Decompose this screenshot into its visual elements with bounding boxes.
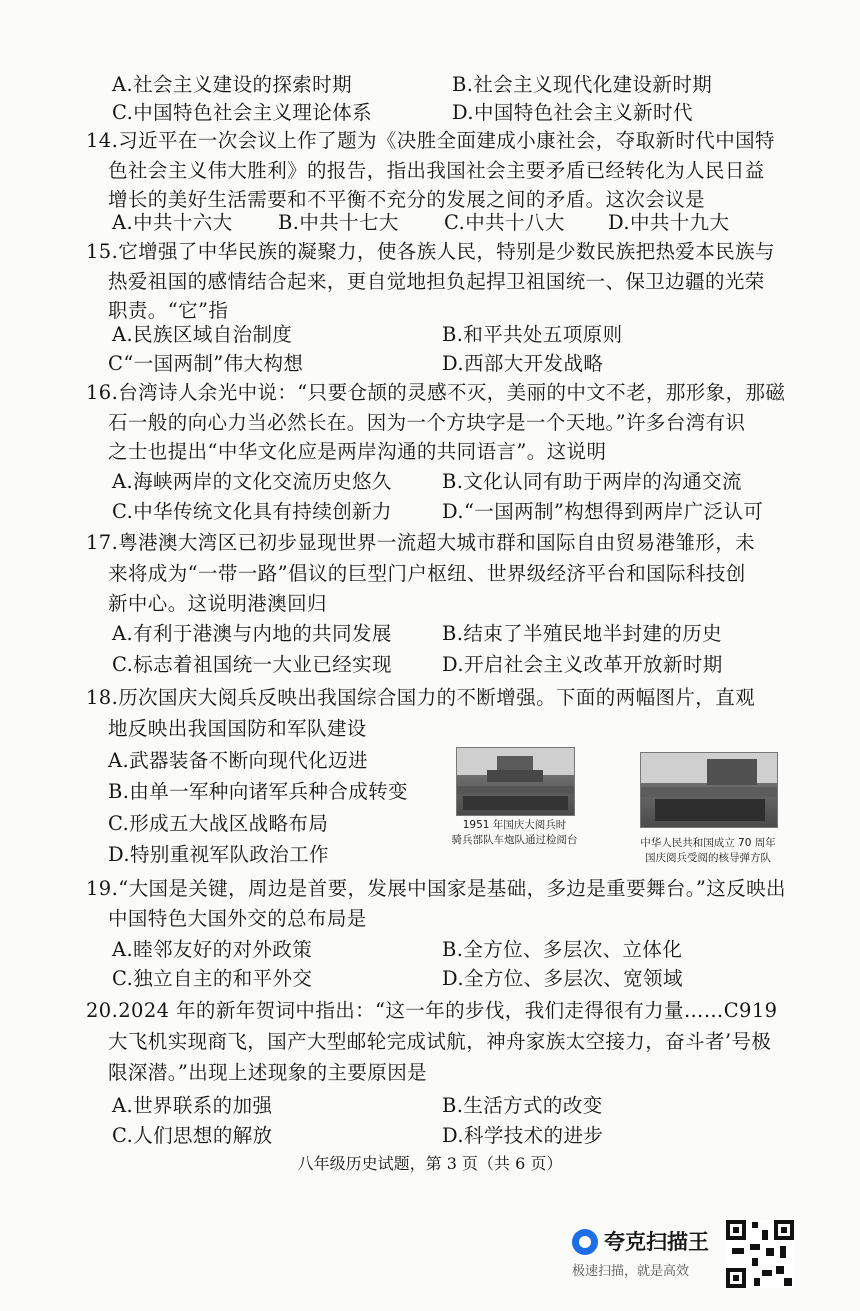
q17-stem-line-3: 新中心。这说明港澳回归: [108, 592, 327, 615]
photo-1-caption-line-2: 骑兵部队车炮队通过检阅台: [451, 834, 578, 846]
q14-option-c: C.中共十八大: [444, 211, 565, 234]
scanner-logo-icon: [572, 1229, 598, 1255]
q18-option-b: B.由单一军种向诸军兵种合成转变: [108, 780, 408, 803]
q13-option-a: A.社会主义建设的探索时期: [112, 73, 352, 96]
photo-2-caption-line-2: 国庆阅兵受阅的核导弹方队: [645, 852, 771, 864]
q17-option-a: A.有利于港澳与内地的共同发展: [112, 622, 392, 645]
q20-option-d: D.科学技术的进步: [442, 1124, 604, 1147]
q17-option-c: C.标志着祖国统一大业已经实现: [112, 653, 392, 676]
q15-option-d: D.西部大开发战略: [442, 352, 604, 375]
q15-option-b: B.和平共处五项原则: [442, 323, 623, 346]
q19-option-d: D.全方位、多层次、宽领域: [442, 967, 683, 990]
q15-stem-line-3: 职责。“它”指: [108, 299, 229, 322]
q14-option-a: A.中共十六大: [112, 211, 233, 234]
q20-option-c: C.人们思想的解放: [112, 1124, 273, 1147]
q17-option-d: D.开启社会主义改革开放新时期: [442, 653, 723, 676]
scanner-brand-name: 夸克扫描王: [604, 1230, 709, 1254]
q20-stem-line-1: 20.2024 年的新年贺词中指出：“这一年的步伐，我们走得很有力量……C919: [86, 999, 778, 1022]
scanner-slogan: 极速扫描，就是高效: [572, 1264, 690, 1279]
q14-stem-line-1: 14.习近平在一次会议上作了题为《决胜全面建成小康社会，夺取新时代中国特: [86, 129, 775, 152]
q19-stem-line-2: 中国特色大国外交的总布局是: [108, 907, 367, 930]
q18-option-d: D.特别重视军队政治工作: [108, 843, 329, 866]
q20-option-b: B.生活方式的改变: [442, 1094, 603, 1117]
qr-code-icon: [726, 1220, 794, 1288]
q14-option-b: B.中共十七大: [278, 211, 399, 234]
q17-option-b: B.结束了半殖民地半封建的历史: [442, 622, 723, 645]
q16-option-a: A.海峡两岸的文化交流历史悠久: [112, 470, 392, 493]
q14-stem-line-2: 色社会主义伟大胜利》的报告，指出我国社会主要矛盾已经转化为人民日益: [108, 159, 765, 182]
q20-stem-line-2: 大飞机实现商飞，国产大型邮轮完成试航，神舟家族太空接力，奋斗者’号极: [108, 1030, 772, 1053]
q14-option-d: D.中共十九大: [608, 211, 730, 234]
q15-option-c: C“一国两制”伟大构想: [108, 352, 304, 375]
q18-stem-line-2: 地反映出我国国防和军队建设: [108, 717, 367, 740]
q18-option-a: A.武器装备不断向现代化迈进: [108, 749, 368, 772]
q16-stem-line-1: 16.台湾诗人余光中说：“只要仓颉的灵感不灭，美丽的中文不老，那形象，那磁: [86, 381, 786, 404]
photo-1-caption-line-1: 1951 年国庆大阅兵时: [462, 819, 567, 831]
q18-option-c: C.形成五大战区战略布局: [108, 812, 329, 835]
q20-stem-line-3: 限深潜。”出现上述现象的主要原因是: [108, 1061, 428, 1084]
photo-2-caption-line-1: 中华人民共和国成立 70 周年: [640, 837, 776, 849]
photo-1951-parade: [456, 747, 575, 816]
q16-option-b: B.文化认同有助于两岸的沟通交流: [442, 470, 742, 493]
q15-stem-line-2: 热爱祖国的感情结合起来，更自觉地担负起捍卫祖国统一、保卫边疆的光荣: [108, 270, 765, 293]
q14-stem-line-3: 增长的美好生活需要和不平衡不充分的发展之间的矛盾。这次会议是: [108, 188, 706, 211]
q15-option-a: A.民族区域自治制度: [112, 323, 293, 346]
q16-stem-line-3: 之士也提出“中华文化应是两岸沟通的共同语言”。这说明: [108, 440, 607, 463]
q16-stem-line-2: 石一般的向心力当必然长在。因为一个方块字是一个天地。”许多台湾有识: [108, 411, 746, 434]
q13-option-d: D.中国特色社会主义新时代: [452, 101, 693, 124]
q19-stem-line-1: 19.“大国是关键，周边是首要，发展中国家是基础，多边是重要舞台。”这反映出: [86, 877, 786, 900]
q16-option-c: C.中华传统文化具有持续创新力: [112, 500, 392, 523]
q16-option-d: D.“一国两制”构想得到两岸广泛认可: [442, 500, 764, 523]
q13-option-c: C.中国特色社会主义理论体系: [112, 101, 373, 124]
q15-stem-line-1: 15.它增强了中华民族的凝聚力，使各族人民，特别是少数民族把热爱本民族与: [86, 240, 775, 263]
q19-option-c: C.独立自主的和平外交: [112, 967, 313, 990]
q17-stem-line-2: 来将成为“一带一路”倡议的巨型门户枢纽、世界级经济平台和国际科技创: [108, 562, 746, 585]
q13-option-b: B.社会主义现代化建设新时期: [452, 73, 713, 96]
scanner-watermark: [572, 1222, 717, 1284]
q20-option-a: A.世界联系的加强: [112, 1094, 273, 1117]
page-footer: 八年级历史试题，第 3 页（共 6 页）: [297, 1154, 563, 1173]
photo-70th-anniversary-parade: [640, 752, 778, 828]
q18-stem-line-1: 18.历次国庆大阅兵反映出我国综合国力的不断增强。下面的两幅图片，直观: [86, 686, 756, 709]
q17-stem-line-1: 17.粤港澳大湾区已初步显现世界一流超大城市群和国际自由贸易港雏形，未: [86, 531, 756, 554]
q19-option-b: B.全方位、多层次、立体化: [442, 938, 683, 961]
q19-option-a: A.睦邻友好的对外政策: [112, 938, 313, 961]
